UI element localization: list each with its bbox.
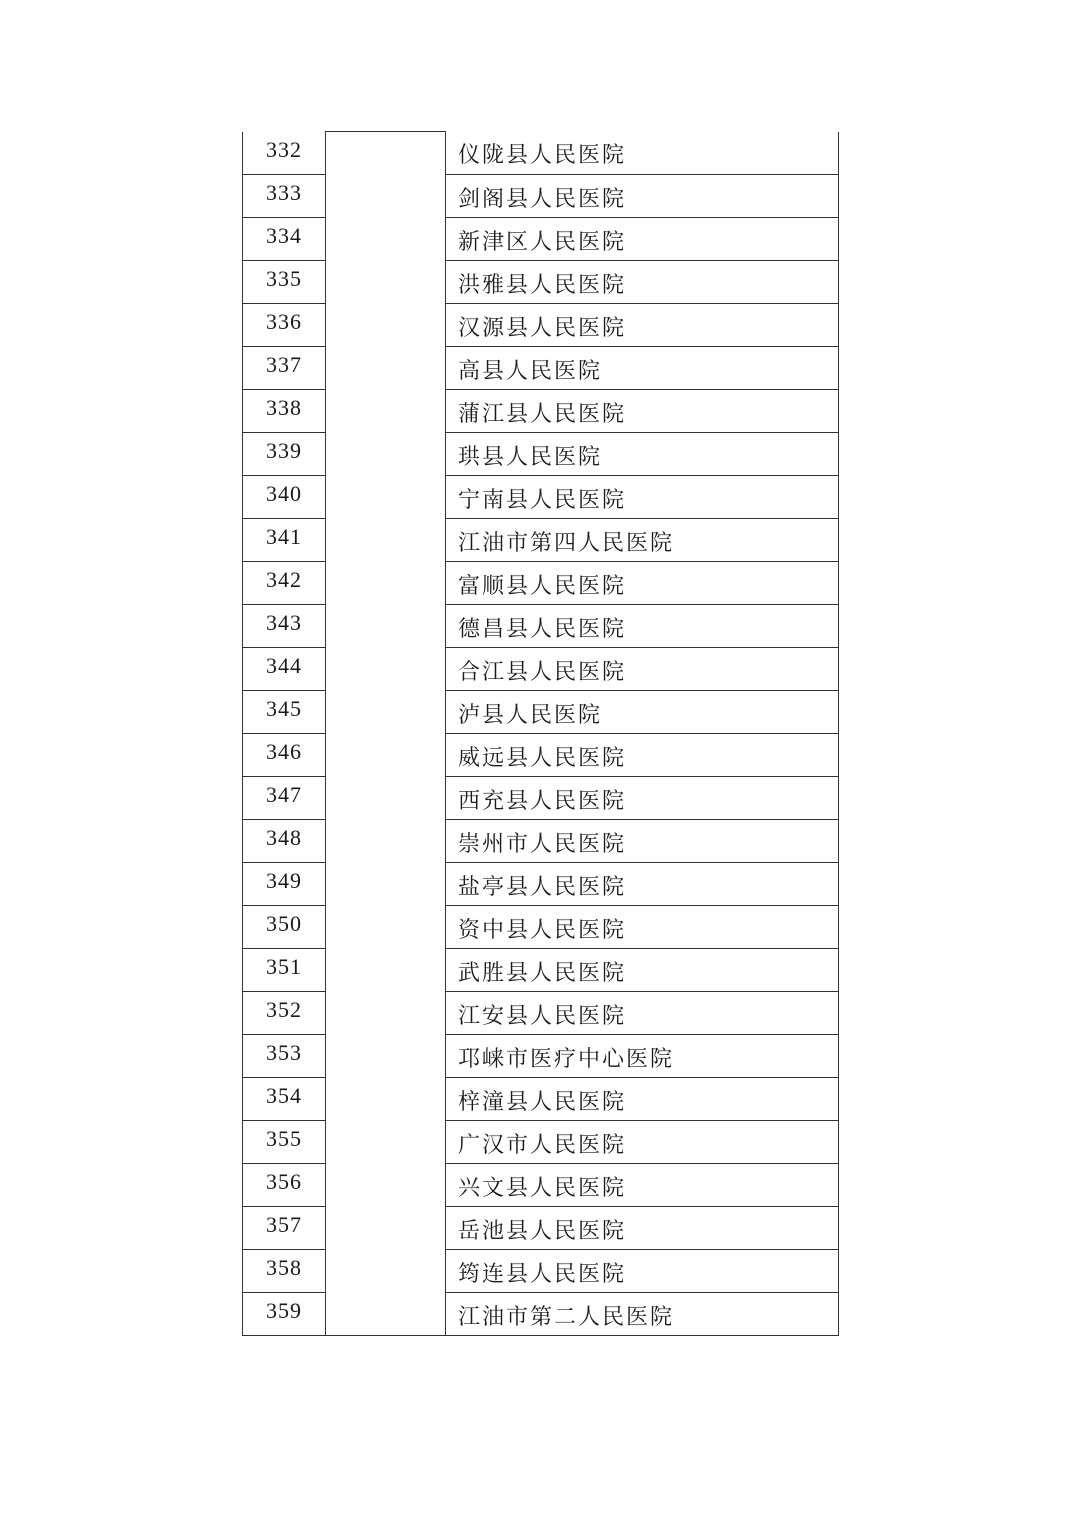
hospital-list-table — [242, 131, 839, 1336]
table-row — [243, 1035, 839, 1078]
hospital-name: 剑阁县人民医院 — [458, 186, 627, 212]
hospital-name-cell — [446, 1035, 839, 1078]
table-row — [243, 433, 839, 476]
row-number-cell — [243, 605, 326, 648]
merged-blank-cell — [326, 562, 446, 605]
table-row — [243, 820, 839, 863]
merged-blank-cell — [326, 949, 446, 992]
table-body — [243, 132, 839, 1336]
merged-blank-cell — [326, 519, 446, 562]
row-number: 358 — [266, 1255, 302, 1280]
table-row — [243, 261, 839, 304]
hospital-name-cell — [446, 734, 839, 777]
hospital-name-cell — [446, 949, 839, 992]
hospital-name-cell — [446, 390, 839, 433]
row-number-cell — [243, 734, 326, 777]
row-number: 356 — [266, 1169, 302, 1194]
hospital-name-cell — [446, 519, 839, 562]
table-row — [243, 777, 839, 820]
merged-blank-cell — [326, 906, 446, 949]
hospital-name-cell — [446, 605, 839, 648]
hospital-name-cell — [446, 347, 839, 390]
table-row — [243, 1250, 839, 1293]
row-number: 333 — [266, 180, 302, 205]
table-row — [243, 304, 839, 347]
table-row — [243, 1164, 839, 1207]
row-number-cell — [243, 1207, 326, 1250]
row-number: 334 — [266, 223, 302, 248]
merged-blank-cell — [326, 132, 446, 175]
hospital-name-cell — [446, 992, 839, 1035]
hospital-name: 威远县人民医院 — [458, 745, 627, 771]
table-row — [243, 734, 839, 777]
row-number-cell — [243, 132, 326, 175]
table-row — [243, 519, 839, 562]
row-number-cell — [243, 1078, 326, 1121]
hospital-name: 珙县人民医院 — [458, 444, 603, 470]
row-number: 335 — [266, 266, 302, 291]
row-number-cell — [243, 218, 326, 261]
hospital-name: 高县人民医院 — [458, 358, 603, 384]
hospital-name: 武胜县人民医院 — [458, 960, 627, 986]
row-number-cell — [243, 562, 326, 605]
table-row — [243, 906, 839, 949]
merged-blank-cell — [326, 261, 446, 304]
row-number-cell — [243, 347, 326, 390]
row-number: 339 — [266, 438, 302, 463]
row-number-cell — [243, 906, 326, 949]
hospital-name-cell — [446, 820, 839, 863]
hospital-name: 邛崃市医疗中心医院 — [458, 1046, 675, 1072]
hospital-name: 盐亭县人民医院 — [458, 874, 627, 900]
hospital-name: 汉源县人民医院 — [458, 315, 627, 341]
table-row — [243, 175, 839, 218]
merged-blank-cell — [326, 433, 446, 476]
hospital-name: 蒲江县人民医院 — [458, 401, 627, 427]
row-number-cell — [243, 476, 326, 519]
merged-blank-cell — [326, 304, 446, 347]
hospital-name-cell — [446, 433, 839, 476]
hospital-name-cell — [446, 1164, 839, 1207]
table-row — [243, 863, 839, 906]
table-row — [243, 390, 839, 433]
table-row — [243, 1078, 839, 1121]
row-number-cell — [243, 992, 326, 1035]
row-number: 357 — [266, 1212, 302, 1237]
row-number-cell — [243, 648, 326, 691]
merged-blank-cell — [326, 1207, 446, 1250]
merged-blank-cell — [326, 992, 446, 1035]
row-number-cell — [243, 863, 326, 906]
hospital-name: 江油市第二人民医院 — [458, 1304, 675, 1330]
hospital-name: 资中县人民医院 — [458, 917, 627, 943]
row-number-cell — [243, 1250, 326, 1293]
table-row — [243, 347, 839, 390]
hospital-name-cell — [446, 648, 839, 691]
merged-blank-cell — [326, 820, 446, 863]
row-number: 336 — [266, 309, 302, 334]
hospital-name-cell — [446, 175, 839, 218]
hospital-name: 泸县人民医院 — [458, 702, 603, 728]
row-number: 342 — [266, 567, 302, 592]
hospital-name-cell — [446, 261, 839, 304]
hospital-name: 仪陇县人民医院 — [458, 143, 627, 169]
merged-blank-cell — [326, 605, 446, 648]
table-row — [243, 1293, 839, 1336]
table-row — [243, 1207, 839, 1250]
merged-blank-cell — [326, 734, 446, 777]
merged-blank-cell — [326, 648, 446, 691]
hospital-name: 江安县人民医院 — [458, 1003, 627, 1029]
merged-blank-cell — [326, 390, 446, 433]
hospital-name-cell — [446, 1293, 839, 1336]
hospital-name-cell — [446, 562, 839, 605]
row-number: 347 — [266, 782, 302, 807]
row-number: 346 — [266, 739, 302, 764]
row-number-cell — [243, 390, 326, 433]
hospital-name: 富顺县人民医院 — [458, 573, 627, 599]
merged-blank-cell — [326, 218, 446, 261]
row-number-cell — [243, 777, 326, 820]
row-number: 351 — [266, 954, 302, 979]
row-number: 352 — [266, 997, 302, 1022]
merged-blank-cell — [326, 1035, 446, 1078]
hospital-name-cell — [446, 1207, 839, 1250]
row-number: 350 — [266, 911, 302, 936]
merged-blank-cell — [326, 1250, 446, 1293]
row-number: 343 — [266, 610, 302, 635]
hospital-name: 宁南县人民医院 — [458, 487, 627, 513]
hospital-name: 西充县人民医院 — [458, 788, 627, 814]
row-number-cell — [243, 1293, 326, 1336]
row-number-cell — [243, 175, 326, 218]
hospital-name-cell — [446, 777, 839, 820]
table-row — [243, 218, 839, 261]
hospital-name-cell — [446, 304, 839, 347]
row-number: 344 — [266, 653, 302, 678]
merged-blank-cell — [326, 175, 446, 218]
hospital-name: 新津区人民医院 — [458, 229, 627, 255]
merged-blank-cell — [326, 1121, 446, 1164]
row-number: 332 — [266, 136, 302, 162]
table-row — [243, 949, 839, 992]
hospital-name: 广汉市人民医院 — [458, 1132, 627, 1158]
hospital-name-cell — [446, 132, 839, 175]
merged-blank-cell — [326, 476, 446, 519]
table-row — [243, 691, 839, 734]
merged-blank-cell — [326, 1078, 446, 1121]
hospital-name-cell — [446, 863, 839, 906]
row-number: 348 — [266, 825, 302, 850]
merged-blank-cell — [326, 1293, 446, 1336]
table-row — [243, 648, 839, 691]
row-number-cell — [243, 1035, 326, 1078]
hospital-name-cell — [446, 1250, 839, 1293]
row-number: 353 — [266, 1040, 302, 1065]
table-row — [243, 132, 839, 175]
row-number-cell — [243, 433, 326, 476]
row-number-cell — [243, 691, 326, 734]
hospital-name: 崇州市人民医院 — [458, 831, 627, 857]
hospital-name-cell — [446, 1121, 839, 1164]
row-number: 338 — [266, 395, 302, 420]
row-number: 340 — [266, 481, 302, 506]
row-number-cell — [243, 820, 326, 863]
row-number-cell — [243, 949, 326, 992]
hospital-name: 江油市第四人民医院 — [458, 530, 675, 556]
hospital-name: 洪雅县人民医院 — [458, 272, 627, 298]
hospital-name-cell — [446, 1078, 839, 1121]
table-row — [243, 992, 839, 1035]
row-number: 359 — [266, 1298, 302, 1323]
row-number: 341 — [266, 524, 302, 549]
hospital-name: 筠连县人民医院 — [458, 1261, 627, 1287]
row-number: 355 — [266, 1126, 302, 1151]
hospital-name: 兴文县人民医院 — [458, 1175, 627, 1201]
row-number: 354 — [266, 1083, 302, 1108]
row-number: 337 — [266, 352, 302, 377]
row-number-cell — [243, 1164, 326, 1207]
row-number: 349 — [266, 868, 302, 893]
hospital-name-cell — [446, 218, 839, 261]
row-number-cell — [243, 261, 326, 304]
merged-blank-cell — [326, 777, 446, 820]
row-number-cell — [243, 304, 326, 347]
hospital-name: 梓潼县人民医院 — [458, 1089, 627, 1115]
hospital-name: 岳池县人民医院 — [458, 1218, 627, 1244]
merged-blank-cell — [326, 347, 446, 390]
hospital-name: 合江县人民医院 — [458, 659, 627, 685]
row-number-cell — [243, 519, 326, 562]
table-row — [243, 605, 839, 648]
table-row — [243, 562, 839, 605]
row-number: 345 — [266, 696, 302, 721]
merged-blank-cell — [326, 691, 446, 734]
hospital-name-cell — [446, 691, 839, 734]
row-number-cell — [243, 1121, 326, 1164]
merged-blank-cell — [326, 1164, 446, 1207]
hospital-name: 德昌县人民医院 — [458, 616, 627, 642]
table-row — [243, 1121, 839, 1164]
hospital-name-cell — [446, 906, 839, 949]
hospital-name-cell — [446, 476, 839, 519]
merged-blank-cell — [326, 863, 446, 906]
table-row — [243, 476, 839, 519]
